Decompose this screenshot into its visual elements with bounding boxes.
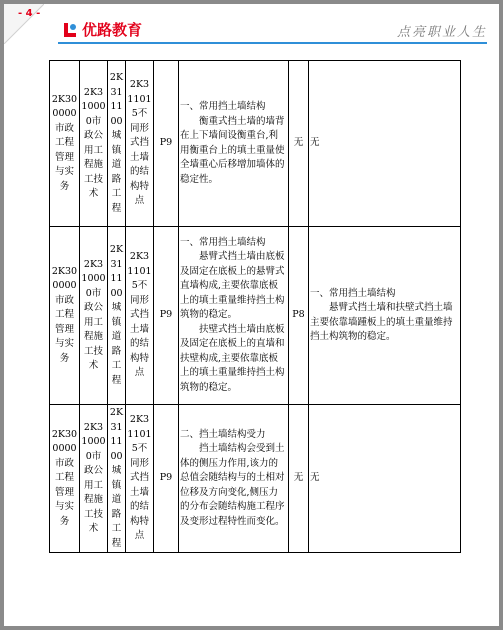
chapter-cell: 2K300000市政工程管理与实务 xyxy=(50,61,80,227)
subsection-cell: 2K311100城镇道路工程 xyxy=(108,227,126,405)
old-page-ref-cell: P8 xyxy=(289,227,309,405)
content-cell xyxy=(179,405,289,553)
old-content-title: 一、常用挡土墙结构 xyxy=(310,287,396,299)
old-content-paragraph: 悬臂式挡土墙和扶壁式挡土墙主要依靠墙踵板上的填土重量维持挡土构筑物的稳定。 xyxy=(310,302,453,342)
content-cell xyxy=(179,227,289,405)
content-title: 一、常用挡土墙结构 xyxy=(180,236,266,248)
page-number: - 4 - xyxy=(18,8,41,19)
content-table xyxy=(49,60,461,553)
subsection-cell: 2K311100城镇道路工程 xyxy=(108,61,126,227)
content-paragraph: 挡土墙结构会受到土体的侧压力作用,该力的总值会随结构与的土相对位移及方向变化,侧压力的分布会随结构施工程序及变形过程特性而变化。 xyxy=(180,443,285,527)
header-slogan: 点亮职业人生 xyxy=(396,25,487,40)
header-divider xyxy=(58,42,487,44)
content-title: 一、常用挡土墙结构 xyxy=(180,101,266,112)
old-content-cell: 无 xyxy=(309,61,461,227)
old-page-ref-cell: 无 xyxy=(289,61,309,227)
table-row xyxy=(50,61,461,227)
knowledge-point-cell: 2K311015不同形式挡土墙的结构特点 xyxy=(126,227,154,405)
content-paragraph: 悬臂式挡土墙由底板及固定在底板上的悬臂式直墙构成,主要依靠底板上的填土重量维持挡土构筑物的稳定。 xyxy=(180,251,285,321)
section-cell: 2K310000市政公用工程施工技术 xyxy=(80,405,108,553)
logo-text: 优路教育 xyxy=(82,21,143,39)
content-cell xyxy=(179,61,289,227)
brand-logo xyxy=(61,19,142,40)
section-cell: 2K310000市政公用工程施工技术 xyxy=(80,227,108,405)
page-ref-cell: P9 xyxy=(154,61,179,227)
page-ref-cell: P9 xyxy=(154,405,179,553)
content-title: 二、挡土墙结构受力 xyxy=(180,428,266,440)
subsection-cell: 2K311100城镇道路工程 xyxy=(108,405,126,553)
knowledge-point-cell: 2K311015不同形式挡土墙的结构特点 xyxy=(126,61,154,227)
section-cell: 2K310000市政公用工程施工技术 xyxy=(80,61,108,227)
old-content-cell xyxy=(309,227,461,405)
logo-mark-icon xyxy=(61,21,79,39)
chapter-cell: 2K300000市政工程管理与实务 xyxy=(50,227,80,405)
old-page-ref-cell: 无 xyxy=(289,405,309,553)
old-content-cell: 无 xyxy=(309,405,461,553)
content-paragraph: 衡重式挡土墙的墙背在上下墙间设衡重台,利用衡重台上的填土重量使全墙重心后移增加墙体的稳定性。 xyxy=(180,115,285,185)
content-paragraph: 扶壁式挡土墙由底板及固定在底板上的直墙和扶壁构成,主要依靠底板上的填土重量维持挡土构筑物的稳定。 xyxy=(180,323,285,393)
table-row xyxy=(50,227,461,405)
knowledge-point-cell: 2K311015不同形式挡土墙的结构特点 xyxy=(126,405,154,553)
page-ref-cell: P9 xyxy=(154,227,179,405)
chapter-cell: 2K300000市政工程管理与实务 xyxy=(50,405,80,553)
table-row xyxy=(50,405,461,553)
